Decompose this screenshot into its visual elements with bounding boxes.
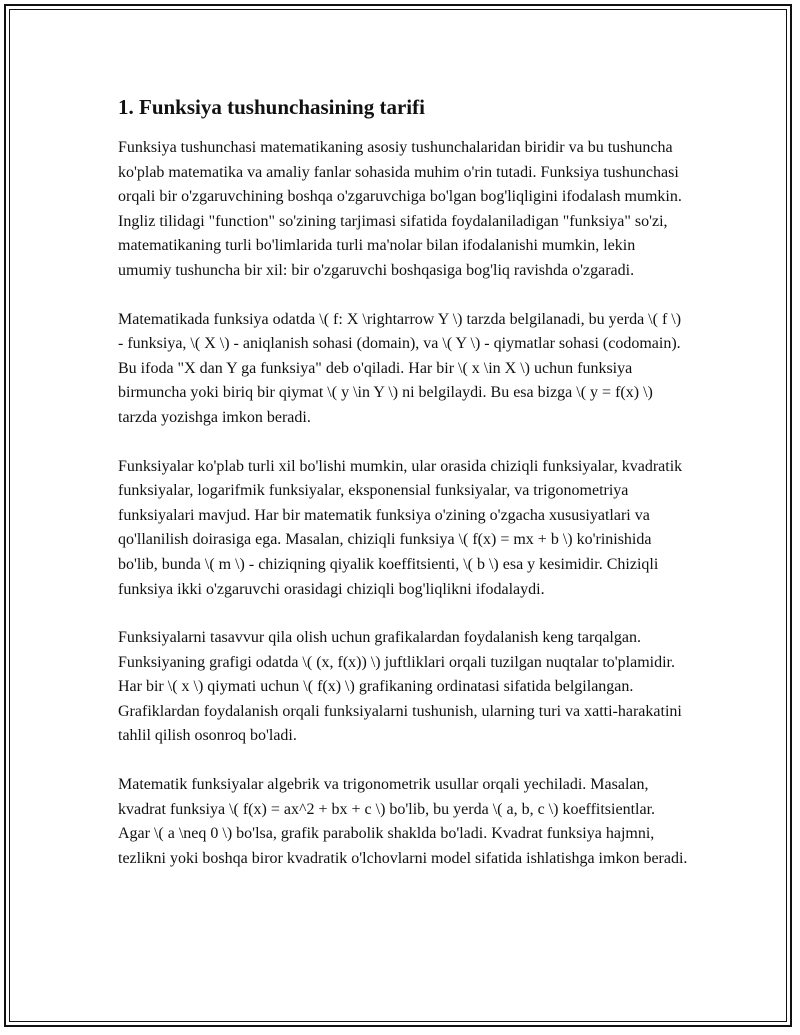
paragraph-5: Matematik funksiyalar algebrik va trigonometrik usullar orqali yechiladi. Masalan, kvadrat funksiya \( f(x) = ax^2 + bx + c \) bo'lib, bu yerda \( a, b, c \) koeffitsientlar. Agar \( a \neq 0 \) bo'lsa, grafik parabolik shaklda bo'ladi. Kvadrat funksiya hajmni, tezlikni yoki boshqa biror kvadratik o'lchovlarni model sifatida ishlatishga imkon beradi. <box>118 776 688 867</box>
paragraph-1: Funksiya tushunchasi matematikaning asosiy tushunchalaridan biridir va bu tushuncha ko'plab matematika va amaliy fanlar sohasida muhim o'rin tutadi. Funksiya tushunchasi orqali bir o'zgaruvchining boshqa o'zgaruvchiga bo'lgan bog'liqligini ifodalash mumkin. Ingliz tilidagi "function" so'zining tarjimasi sifatida foydalaniladigan "funksiya" so'zi, matematikaning turli bo'limlarida turli ma'nolar bilan ifodalanishi mumkin, lekin umumiy tushuncha bir xil: bir o'zgaruvchi boshqasiga bog'liq ravishda o'zgaradi. <box>118 139 682 279</box>
section-heading: 1. Funksiya tushunchasining tarifi <box>118 95 425 119</box>
paragraph-2: Matematikada funksiya odatda \( f: X \rightarrow Y \) tarzda belgilanadi, bu yerda \( f \) - funksiya, \( X \) - aniqlanish sohasi (domain), va \( Y \) - qiymatlar sohasi (codomain). Bu ifoda "X dan Y ga funksiya" deb o'qiladi. Har bir \( x \in X \) uchun funksiya birmuncha yoki biriq bir qiymat \( y \in Y \) ni belgilaydi. Bu esa bizga \( y = f(x) \) tarzda yozishga imkon beradi. <box>118 310 682 426</box>
document-body <box>118 94 688 895</box>
paragraph-3: Funksiyalar ko'plab turli xil bo'lishi mumkin, ular orasida chiziqli funksiyalar, kvadratik funksiyalar, logarifmik funksiyalar, eksponensial funksiyalar, va trigonometriya funksiyalari mavjud. Har bir matematik funksiya o'zining o'zgacha xususiyatlari va qo'llanilish doirasiga ega. Masalan, chiziqli funksiya \( f(x) = mx + b \) ko'rinishida bo'lib, bunda \( m \) - chiziqning qiyalik koeffitsienti, \( b \) esa y kesimidir. Chiziqli funksiya ikki o'zgaruvchi orasidagi chiziqli bog'liqlikni ifodalaydi. <box>118 457 683 598</box>
paragraph-4: Funksiyalarni tasavvur qila olish uchun grafikalardan foydalanish keng tarqalgan. Funksiyaning grafigi odatda \( (x, f(x)) \) juftliklari orqali tuzilgan nuqtalar to'plamidir. Har bir \( x \) qiymati uchun \( f(x) \) grafikaning ordinatasi sifatida belgilangan. Grafiklardan foydalanish orqali funksiyalarni tushunish, ularning turi va xatti-harakatini tahlil qilish osonroq bo'ladi. <box>118 629 682 745</box>
